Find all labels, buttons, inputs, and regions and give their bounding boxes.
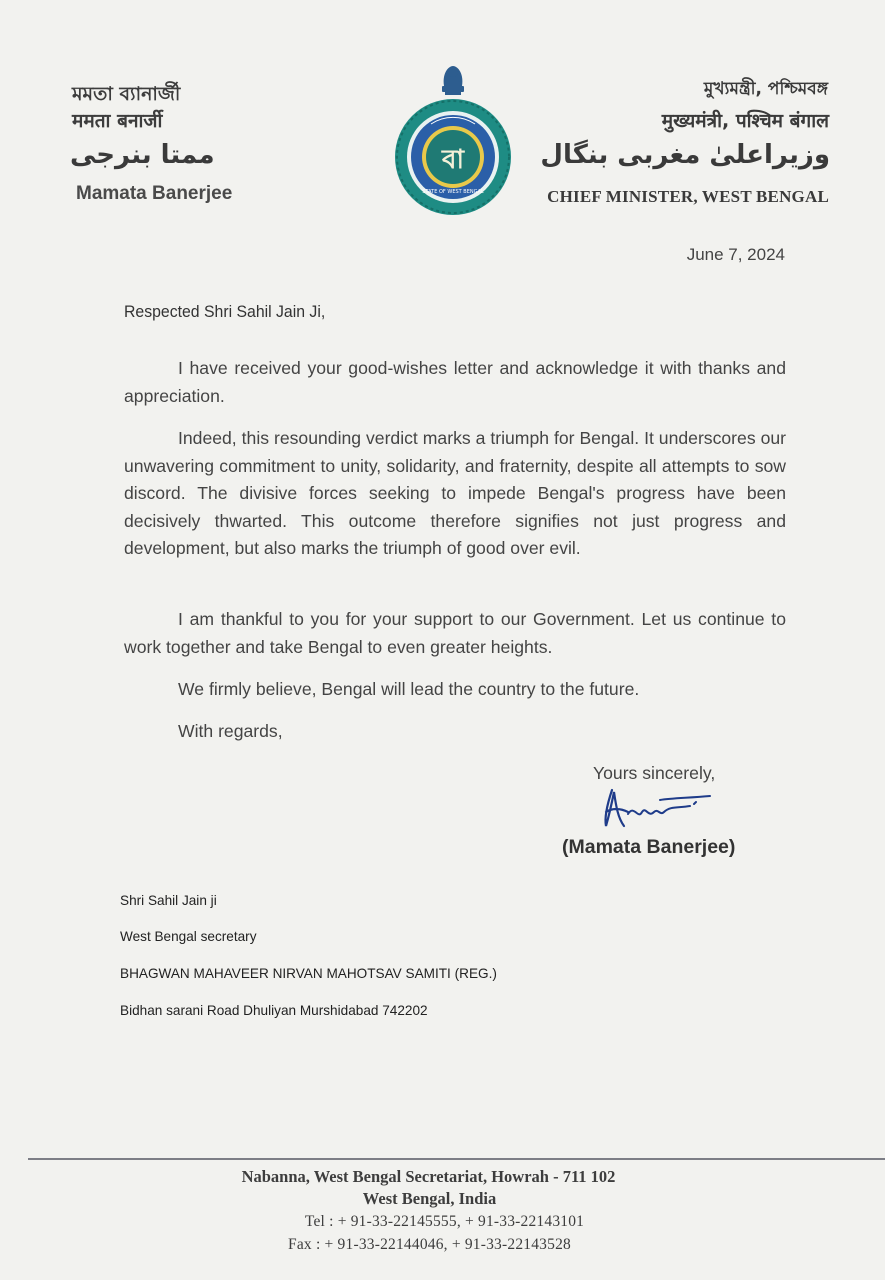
emblem-letter: বা (441, 145, 465, 175)
footer-fax: Fax : + 91-33-22144046, + 91-33-22143528 (288, 1236, 571, 1253)
west-bengal-emblem (392, 60, 514, 220)
recipient-designation: West Bengal secretary (120, 929, 257, 944)
footer-address: Nabanna, West Bengal Secretariat, Howrah - 711 102 (241, 1167, 616, 1186)
recipient-address: Bidhan sarani Road Dhuliyan Murshidabad 742202 (120, 1003, 428, 1018)
footer-divider (28, 1158, 885, 1160)
paragraph-4: We firmly believe, Bengal will lead the country to the future. (178, 679, 640, 699)
footer-tel: Tel : + 91-33-22145555, + 91-33-22143101 (304, 1213, 585, 1230)
regards-line: With regards, (178, 721, 283, 741)
name-english: Mamata Banerjee (76, 183, 233, 204)
title-bengali: মুখ্যমন্ত্রী, পশ্চিমবঙ্গ (703, 79, 828, 99)
lion-capital-icon (442, 66, 464, 95)
paragraph-2: Indeed, this resounding verdict marks a triumph for Bengal. It underscores our unwavering commitment to unity, solidarity, and fraternity, despite all attempts to sow discord. The divisive forces seeking to impede Bengal's progress have been decisively thwarted. This outcome therefore signifies not just progress and development, but also marks the triumph of good over evil. (124, 428, 786, 558)
name-urdu: ممتا بنرجی (70, 140, 215, 170)
title-urdu: وزیراعلیٰ مغربی بنگال (540, 140, 830, 170)
name-hindi: ममता बनार्जी (72, 110, 163, 132)
closing: Yours sincerely, (593, 763, 716, 783)
letter-date: June 7, 2024 (686, 245, 785, 264)
recipient-name: Shri Sahil Jain ji (120, 893, 217, 908)
paragraph-3: I am thankful to you for your support to our Government. Let us continue to work together and take Bengal to even greater heights. (124, 609, 786, 657)
title-english: CHIEF MINISTER, WEST BENGAL (547, 187, 829, 206)
name-bengali: মমতা ব্যানার্জী (72, 83, 181, 105)
salutation: Respected Shri Sahil Jain Ji, (124, 302, 326, 321)
emblem-caption: STATE OF WEST BENGAL (422, 189, 484, 195)
recipient-organisation: BHAGWAN MAHAVEER NIRVAN MAHOTSAV SAMITI (REG.) (120, 966, 497, 981)
paragraph-1: I have received your good-wishes letter and acknowledge it with thanks and appreciation. (124, 358, 786, 406)
footer-region: West Bengal, India (362, 1189, 497, 1208)
signatory-name: (Mamata Banerjee) (562, 836, 736, 858)
handwritten-signature (598, 782, 728, 832)
title-hindi: मुख्यमंत्री, पश्चिम बंगाल (661, 110, 829, 132)
